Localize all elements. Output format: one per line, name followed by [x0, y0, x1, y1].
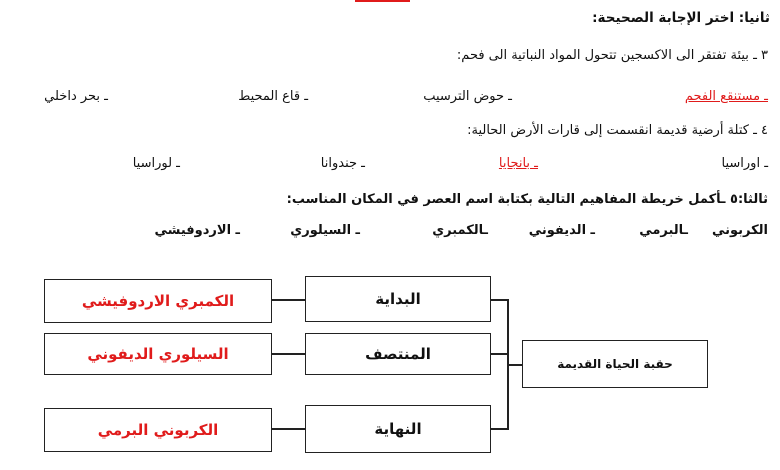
stage-label-beginning: البداية: [375, 290, 421, 308]
root-label: حقبة الحياة القديمة: [557, 357, 673, 371]
q3-option-4[interactable]: ـ بحر داخلي: [44, 89, 108, 104]
word-bank-item-3: ـ الديفوني: [528, 223, 595, 238]
connector-end: [272, 428, 305, 430]
bracket-middle-arm: [491, 353, 508, 355]
answer-beginning: الكمبري الاردوفيشي: [81, 292, 235, 310]
connector-middle: [272, 353, 305, 355]
connector-beginning: [272, 299, 305, 301]
bracket-to-root: [507, 364, 522, 366]
answer-box-end: [44, 408, 272, 452]
q4-option-1[interactable]: ـ اوراسيا: [721, 156, 768, 171]
answer-box-beginning: [44, 279, 272, 323]
stage-box-middle: [305, 333, 491, 375]
stage-label-end: النهاية: [374, 420, 422, 438]
answer-middle: السيلوري الديفوني: [87, 345, 229, 363]
q4-option-2[interactable]: ـ بانجايا: [498, 156, 538, 171]
word-bank-item-6: ـ الاردوفيشي: [154, 223, 240, 238]
q4-option-4[interactable]: ـ لوراسيا: [132, 156, 180, 171]
root-box: [522, 340, 708, 388]
q3-option-2[interactable]: ـ حوض الترسيب: [423, 89, 512, 104]
answer-end: الكربوني البرمي: [97, 421, 219, 439]
q3-option-3[interactable]: ـ قاع المحيط: [238, 89, 308, 104]
question-4-text: ٤ ـ كتلة أرضية قديمة انقسمت إلى قارات الأرض الحالية:: [467, 123, 768, 138]
section2-heading: ثانيا: اختر الإجابة الصحيحة:: [592, 10, 770, 26]
bracket-top-arm: [491, 299, 508, 301]
word-bank-item-1: الكربوني: [711, 223, 768, 238]
answer-box-middle: [44, 333, 272, 375]
word-bank-item-5: ـ السيلوري: [290, 223, 360, 238]
stage-box-beginning: [305, 276, 491, 322]
question-3-text: ٣ ـ بيئة تفتقر الى الاكسجين تتحول المواد النباتية الى فحم:: [456, 48, 768, 63]
word-bank-item-2: ـالبرمي: [639, 223, 688, 238]
q4-option-3[interactable]: ـ جندوانا: [320, 156, 365, 171]
q3-option-1[interactable]: ـ مستنقع الفحم: [684, 89, 768, 104]
stage-box-end: [305, 405, 491, 453]
word-bank-item-4: ـالكمبري: [432, 223, 488, 238]
stage-label-middle: المنتصف: [365, 345, 431, 363]
section3-heading: ثالثا:٥ ـأكمل خريطة المفاهيم التالية بكتابة اسم العصر في المكان المناسب:: [286, 192, 768, 207]
top-red-mark: [355, 0, 410, 2]
bracket-bottom-arm: [491, 428, 508, 430]
